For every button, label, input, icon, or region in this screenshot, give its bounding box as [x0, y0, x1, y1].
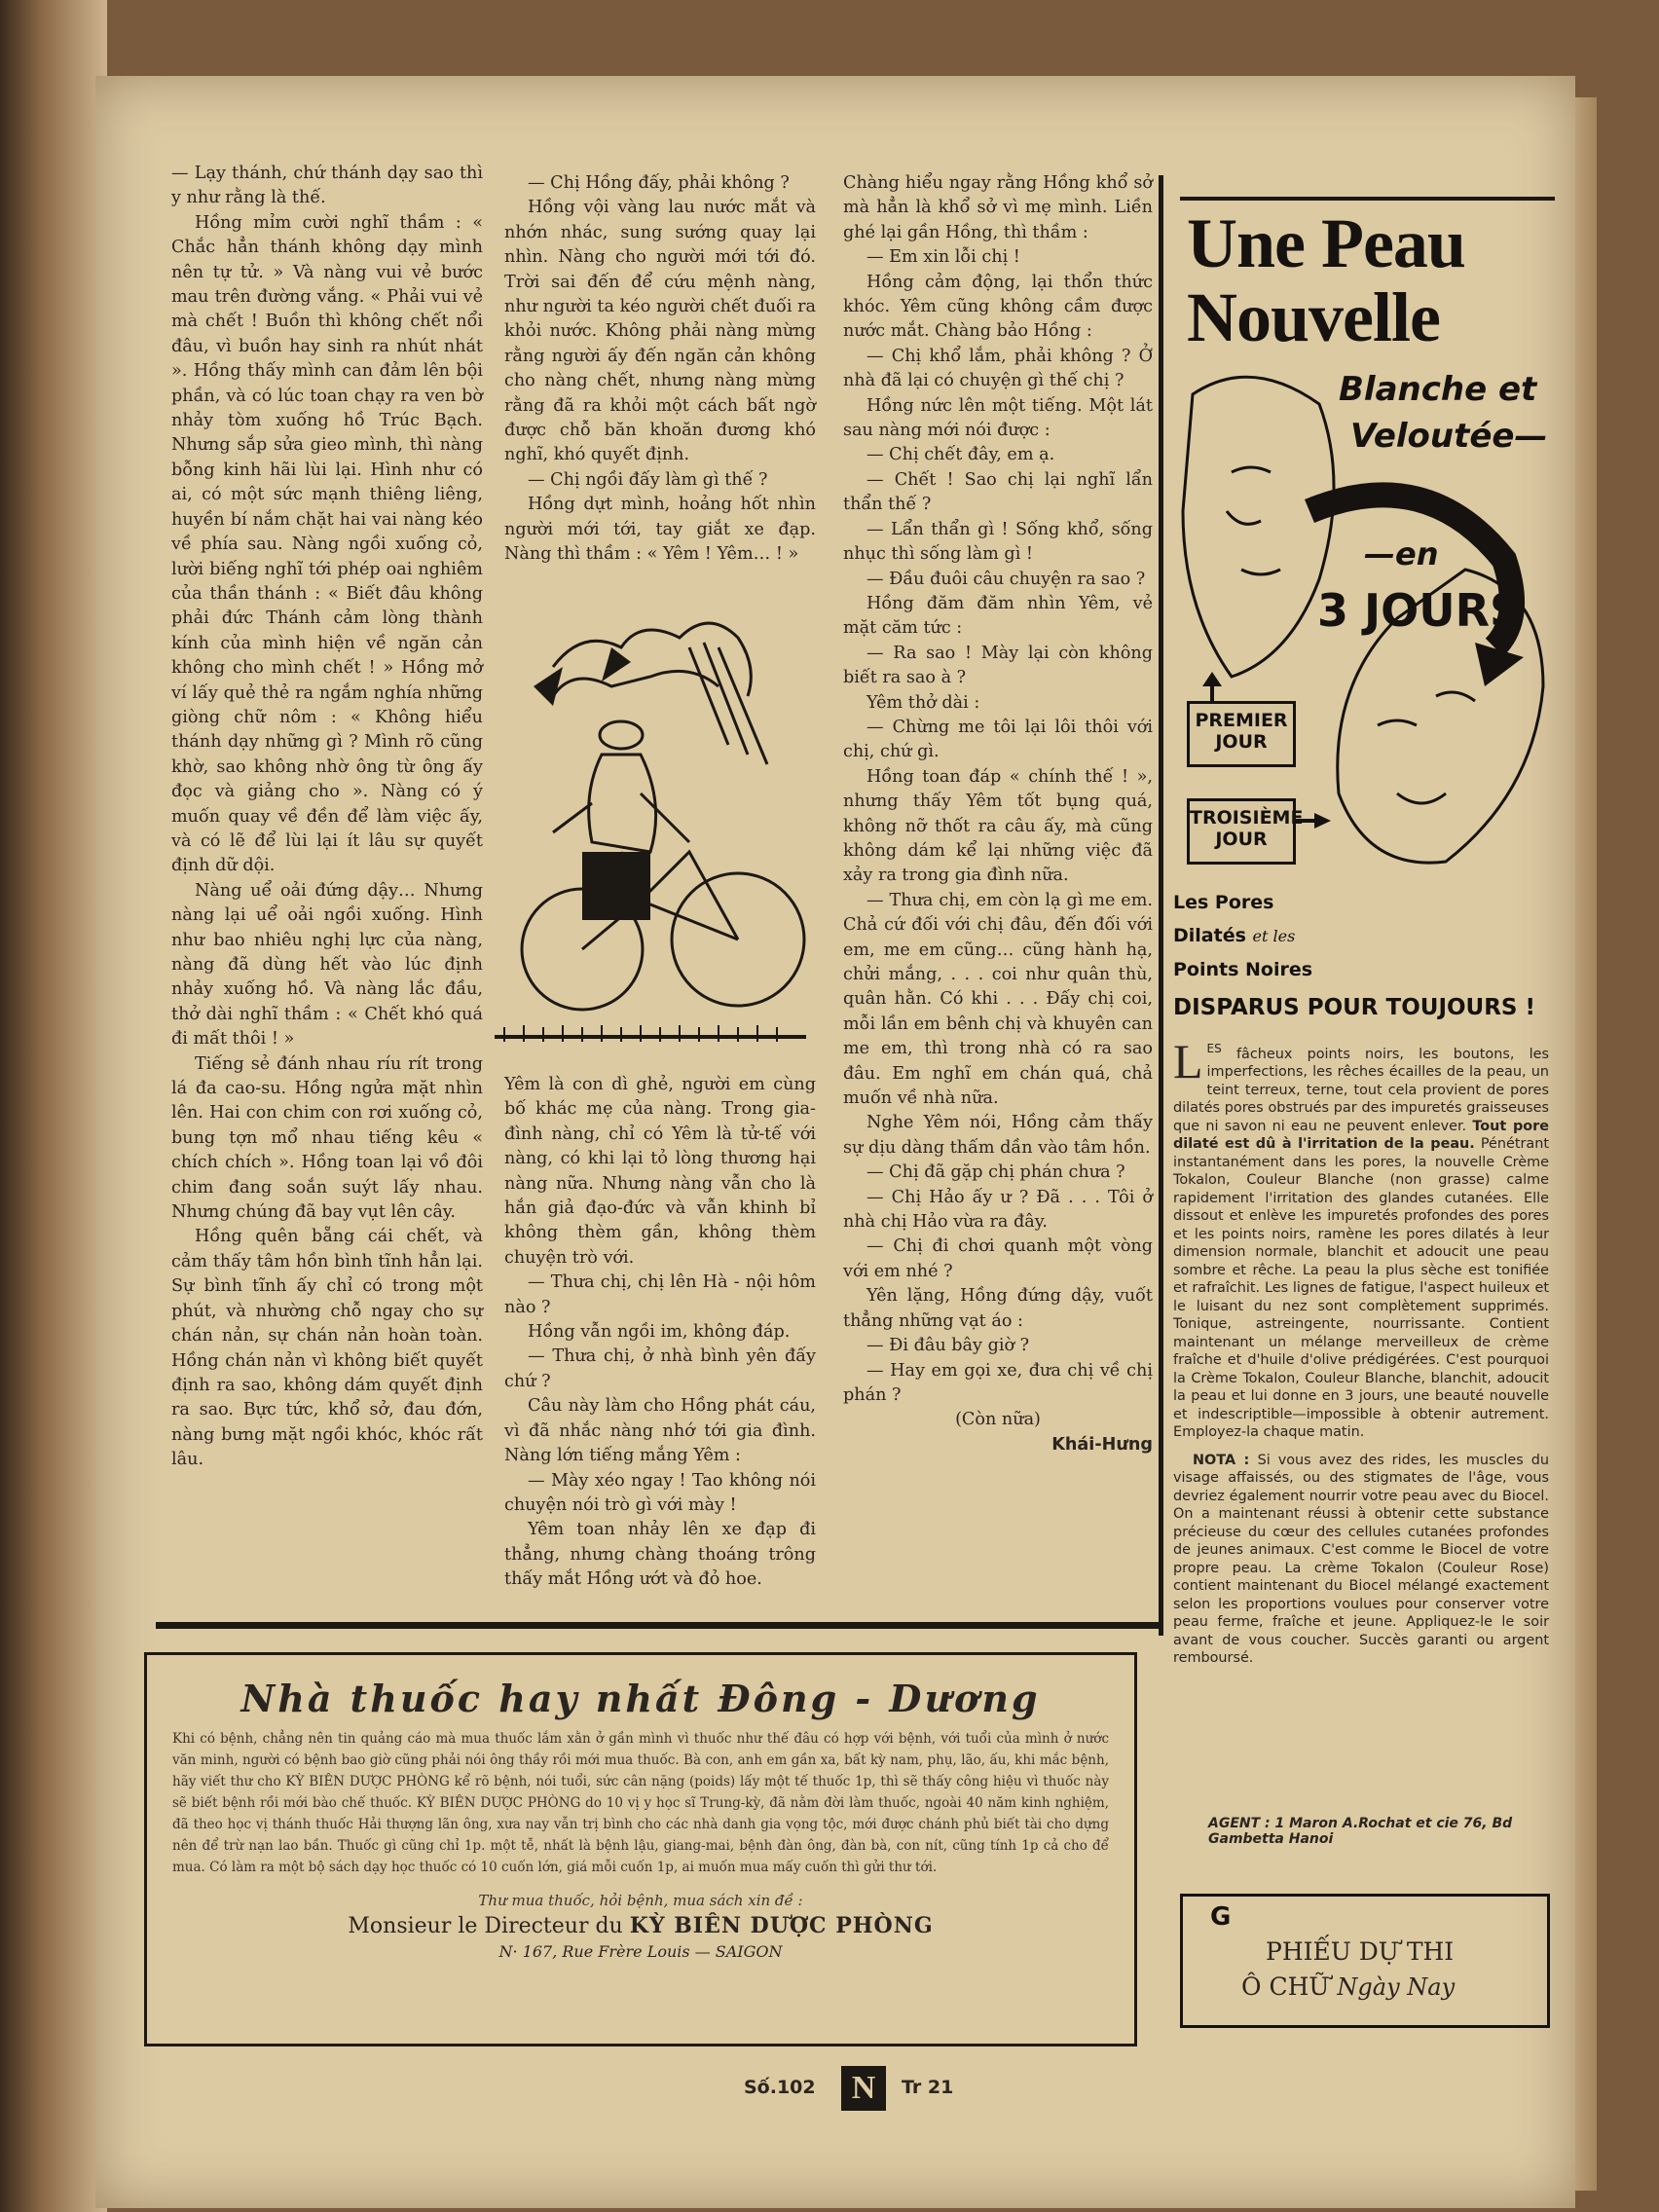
- paragraph: Nàng uể oải đứng dậy… Nhưng nàng lại uể oải ngồi xuống. Hình như bao nhiêu nghị lực của nàng, nàng đã dùng hết vào lúc định nhảy xuống hồ. Và nàng lắc đầu, thở dài nghĩ thầm : « Chết khó quá đi mất thôi ! »: [171, 880, 483, 1050]
- article-bottom-rule: [156, 1622, 1163, 1629]
- pores-label: [1173, 886, 1312, 986]
- box-line: JOUR: [1215, 829, 1268, 850]
- article-column-1: [171, 162, 483, 1473]
- to-be-continued: (Còn nữa): [955, 1410, 1041, 1430]
- premier-jour-box: [1187, 701, 1296, 767]
- nota-text: Si vous avez des rides, les muscles du visage affaissés, ou des stigmates de l'âge, vous devriez également nourrir votre peau avec du Biocel. On a maintenant réussi à obtenir cette substance précieuse du cœur des cellules cutanées profondes de jeunes animaux. C'est comme le Biocel de votre propre peau. La crème Tokalon (Couleur Rose) contient maintenant du Biocel mélangé exactement selon les proportions voulues pour conserver votre peau ferme, fraîche et jeune. Appliquez-le le soir avant de vous coucher. Succès garanti ou argent remboursé.: [1173, 1452, 1549, 1667]
- tokalon-ad: [1173, 195, 1555, 1847]
- paragraph: — Hay em gọi xe, đưa chị về chị phán ?: [843, 1360, 1153, 1405]
- paragraph: — Chừng me tôi lại lôi thôi với chị, chứ gì.: [843, 717, 1153, 762]
- paragraph: — Lẩn thẩn gì ! Sống khổ, sống nhục thì sống làm gì !: [843, 519, 1153, 565]
- ngay-nay-logo: N: [841, 2066, 886, 2111]
- headline-line-1: Une Peau: [1187, 204, 1465, 282]
- coupon-line-1: PHIẾU DỰ THI: [1266, 1937, 1455, 1966]
- ad-agent: AGENT : 1 Maron A.Rochat et cie 76, Bd Gambetta Hanoi: [1208, 1816, 1513, 1847]
- paragraph: Yêm thở dài :: [866, 692, 980, 713]
- paragraph: Hồng đăm đăm nhìn Yêm, vẻ mặt căm tức :: [843, 593, 1153, 639]
- column-rule: [1159, 175, 1163, 1636]
- paragraph: Yên lặng, Hồng đứng dậy, vuốt thẳng những vạt áo :: [843, 1286, 1153, 1331]
- article-column-3: [843, 171, 1153, 1457]
- pharmacy-contact-label: Thư mua thuốc, hỏi bệnh, mua sách xin đề :: [478, 1892, 803, 1909]
- box-line: PREMIER: [1195, 710, 1288, 731]
- binding-shadow: [0, 0, 107, 2212]
- paragraph: Tiếng sẻ đánh nhau ríu rít trong lá đa cao-su. Hồng ngửa mặt nhìn lên. Hai con chim con rơi xuống cỏ, bung tợn mổ nhau tiếng kêu « chích chích ». Hồng toan lại vồ đôi chim đang soắn suýt lấy nhau. Nhưng chúng đã bay vụt lên cây.: [171, 1053, 483, 1223]
- nota-paragraph: [1173, 1452, 1549, 1668]
- pharmacy-ad: [144, 1652, 1137, 2046]
- ad-en: —en: [1364, 535, 1439, 572]
- page-number: Tr 21: [902, 2077, 954, 2098]
- troisieme-jour-box: [1187, 798, 1304, 865]
- paragraph: — Mày xéo ngay ! Tao không nói chuyện nói trò gì với mày !: [504, 1470, 816, 1515]
- drop-cap-es: ES: [1206, 1042, 1222, 1055]
- paragraph: — Đi đâu bây giờ ?: [866, 1336, 1030, 1356]
- ad-text-1: fâcheux points noirs, les boutons, les imperfections, les rêches écailles de la peau, un teint terreux, terne, tout cela provient de pores dilatés pores obstrués par des impuretés graisseuses que ni savon ni eau ne peuvent enlever.: [1173, 1046, 1550, 1134]
- paragraph: Nghe Yêm nói, Hồng cảm thấy sự dịu dàng thấm dần vào tâm hồn.: [843, 1113, 1153, 1158]
- paragraph: — Thưa chị, chị lên Hà - nội hôm nào ?: [504, 1272, 816, 1317]
- box-line: TROISIÈME: [1190, 807, 1304, 829]
- tokalon-top-rule: [1180, 197, 1555, 201]
- paragraph: Hồng vẫn ngồi im, không đáp.: [528, 1322, 791, 1343]
- paragraph: — Lạy thánh, chứ thánh dạy sao thì y như rằng là thế.: [171, 164, 483, 208]
- tokalon-ad-text: [1173, 1034, 1550, 1668]
- paragraph: Yêm là con dì ghẻ, người em cùng bố khác mẹ của nàng. Trong gia-đình nàng, chỉ có Yêm là tử-tế với nàng, có khi lại tỏ lòng thương hại nàng nữa. Nhưng nàng vẫn cho là hắn giả đạo-đức và vẫn khinh bỉ không thèm gần, không thèm chuyện trò với.: [504, 1075, 816, 1268]
- ad-subhead-1: Blanche et: [1339, 370, 1537, 409]
- author-signature: Khái-Hưng: [1051, 1434, 1153, 1455]
- ad-headline: [1187, 206, 1465, 354]
- pharmacy-address: N· 167, Rue Frère Louis — SAIGON: [498, 1942, 783, 1961]
- recipient-prefix: Monsieur le Directeur du: [348, 1914, 623, 1938]
- issue-number: Số.102: [744, 2077, 816, 2098]
- paragraph: — Chị ngồi đấy làm gì thế ?: [528, 469, 768, 490]
- pharmacy-ad-body: Khi có bệnh, chẳng nên tin quảng cáo mà mua thuốc lắm xằn ở gần mình vì thuốc như thế đâu có hợp với bệnh, với tuổi của mình ở nước văn minh, người có bệnh bao giờ cũng phải nói ông thầy rồi mới mua thuốc. Bà con, anh em gần xa, bất kỳ nam, phụ, lão, ấu, khi mắc bệnh, hãy viết thư cho KỲ BIÊN DƯỢC PHÒNG kể rõ bệnh, nói tuổi, sức cân nặng (poids) lấy một tế thuốc 1p, thì sẽ thấy công hiệu vì thuốc này sẽ biết bệnh rồi mới bào chế thuốc. KỲ BIÊN DƯỢC PHÒNG do 10 vị y học sĩ Trung-kỳ, đã nằm đời làm thuốc, ngoài 40 năm kinh nghiệm, đã theo học vị thánh thuốc Hải thượng lãn ông, xưa nay vẫn trị bình cho các nhà danh gia vọng tộc, mới được chánh phủ biết tài cho dựng nên để trừ nạn lao bần. Thuốc gì cũng chỉ 1p. một tễ, nhất là bệnh lậu, giang-mai, bệnh đàn ông, đàn bà, con nít, cũng tính 1p cả cho để mua. Có làm ra một bộ sách dạy học thuốc có 10 cuốn lớn, giá mỗi cuốn 1p, ai muốn mua mấy cuốn thì gửi thư tới.: [172, 1731, 1109, 1875]
- pores-line: [1173, 919, 1312, 953]
- coupon-ngay-nay: Ngày Nay: [1337, 1973, 1456, 2001]
- cyclist-illustration: [495, 608, 808, 1056]
- pharmacy-ad-title: Nhà thuốc hay nhất Đông - Dương: [240, 1677, 1041, 1720]
- ad-text-2: Pénétrant instantanément dans les pores, la nouvelle Crème Tokalon, Couleur Blanche (non grasse) calme rapidement l'irritation des glandes cutanées. Elle dissout et enlève les impuretés profondes des pores et les points noirs, ramène les pores dilatés à leur dimension normale, blanchit et adoucit une peau sombre et rêche. La peau la plus sèche est tonifiée et rafraîchit. Les lignes de fatigue, l'aspect huileux et le luisant du nez sont complètement supprimés. Tonique, astreingente, nourrissante. Contient maintenant un mélange merveilleux de crème fraîche et d'huile d'olive prédigérées. C'est pourquoi la Crème Tokalon, Couleur Blanche, blanchit, adoucit la peau et lui donne en 3 jours, une beauté nouvelle et indescriptible—impossible à obtenir autrement. Employez-la chaque matin.: [1173, 1136, 1549, 1441]
- drop-cap: L: [1173, 1034, 1203, 1088]
- paragraph: Hồng dựt mình, hoảng hốt nhìn người mới tới, tay giắt xe đạp. Nàng thì thầm : « Yêm ! Yêm… ! »: [504, 495, 816, 565]
- paragraph: — Chết ! Sao chị lại nghĩ lẩn thẩn thế ?: [843, 469, 1153, 515]
- paragraph: Hồng nức lên một tiếng. Một lát sau nàng mới nói được :: [843, 395, 1153, 441]
- pores-line: Les Pores: [1173, 892, 1274, 913]
- coupon-letter: G: [1210, 1902, 1232, 1932]
- paragraph: Hồng mỉm cười nghĩ thầm : « Chắc hẳn thánh không dạy mình nên tự tử. » Và nàng vui vẻ bước mau trên đường vắng. « Phải vui vẻ mà chết ! Buồn thì không chết nổi đâu, vì buồn hay sinh ra nhút nhát ». Hồng thấy mình can đảm lên bội phần, và có lúc toan chạy ra ven bờ nhảy tòm xuống hồ Trúc Bạch. Nhưng sắp sửa gieo mình, thì nàng bỗng kinh hãi lùi lại. Hình như có ai, có một sức mạnh thiêng liêng, huyền bí nắm chặt hai vai nàng kéo về phía sau. Nàng ngồi xuống cỏ, lười biếng nghĩ tới phép oai nghiêm của thần thánh : « Biết đâu không phải đức Thánh cảm lòng thành kính của mình hiện về ngăn cản không cho mình chết ! » Hồng mở ví lấy quẻ thẻ ra ngắm nghía những giòng chữ nôm : « Không hiểu thánh dạy những gì ? Mình rõ cũng khờ, sao không nhờ ông từ ông ấy đọc và giảng cho ». Nàng có ý muốn quay về đền để làm việc ấy, và có lẽ để lùi lại ít lâu sự quyết định dữ dội.: [171, 212, 483, 876]
- paragraph: — Ra sao ! Mày lại còn không biết ra sao à ?: [843, 643, 1153, 688]
- nota-label: NOTA :: [1193, 1452, 1250, 1468]
- contest-coupon: [1180, 1894, 1550, 2028]
- recipient-name: KỲ BIÊN DƯỢC PHÒNG: [629, 1913, 934, 1938]
- pores-dilates: Dilatés: [1173, 925, 1246, 946]
- article-column-2-bottom: [504, 1073, 816, 1593]
- paragraph: — Chị chết đây, em ạ.: [866, 445, 1055, 465]
- paragraph: Yêm toan nhảy lên xe đạp đi thẳng, nhưng chàng thoáng trông thấy mắt Hồng ướt và đỏ hoe.: [504, 1520, 816, 1590]
- disparus-heading: DISPARUS POUR TOUJOURS !: [1173, 995, 1535, 1020]
- pores-line: Points Noires: [1173, 959, 1313, 980]
- paragraph: Câu này làm cho Hồng phát cáu, vì đã nhắc nàng nhớ tới gia đình. Nàng lớn tiếng mắng Yêm :: [504, 1396, 816, 1466]
- paragraph: — Thưa chị, ở nhà bình yên đấy chứ ?: [504, 1346, 816, 1391]
- paragraph: — Em xin lỗi chị !: [866, 247, 1020, 268]
- article-column-2-top: [504, 171, 816, 568]
- paragraph: — Đầu đuôi câu chuyện ra sao ?: [866, 569, 1146, 589]
- pores-et-les: et les: [1252, 927, 1296, 945]
- paragraph: — Chị Hồng đấy, phải không ?: [528, 173, 790, 193]
- paragraph: — Chị khổ lắm, phải không ? Ở nhà đã lại có chuyện gì thế chị ?: [843, 346, 1153, 391]
- paragraph: — Chị Hảo ấy ư ? Đã . . . Tôi ở nhà chị Hảo vừa ra đây.: [843, 1187, 1153, 1233]
- coupon-o-chu: Ô CHỮ: [1241, 1972, 1330, 2001]
- headline-line-2: Nouvelle: [1187, 278, 1440, 356]
- paragraph: — Chị đã gặp chị phán chưa ?: [866, 1162, 1125, 1183]
- paragraph: — Thưa chị, em còn lạ gì me em. Chả cứ đối với chị đâu, đến đối với em, me em cũng… cũng hành hạ, chửi mắng, . . . coi như quân thù, quân hằn. Có khi . . . Đấy chị coi, mỗi lần em bênh chị và khuyên can me em, thì trong nhà có ra sao đâu. Em nghĩ em chán quá, chả muốn về nhà nữa.: [843, 890, 1153, 1109]
- box-line: JOUR: [1215, 731, 1268, 753]
- paragraph: Hồng toan đáp « chính thế ! », nhưng thấy Yêm tốt bụng quá, không nỡ thốt ra câu ấy, mà cũng không dám kể lại những việc đã xảy ra trong gia đình nữa.: [843, 766, 1153, 886]
- paragraph: Chàng hiểu ngay rằng Hồng khổ sở mà hẳn là khổ sở vì mẹ mình. Liền ghé lại gần Hồng, thì thầm :: [843, 173, 1153, 242]
- ad-subhead-2: Veloutée—: [1350, 417, 1548, 456]
- ad-days: 3 JOURS: [1317, 584, 1523, 637]
- paragraph: Hồng cảm động, lại thổn thức khóc. Yêm cũng không cầm được nước mắt. Chàng bảo Hồng :: [843, 272, 1153, 342]
- paragraph: — Chị đi chơi quanh một vòng với em nhé ?: [843, 1236, 1153, 1281]
- paragraph: Hồng vội vàng lau nước mắt và nhớn nhác, sung sướng quay lại nhìn. Nàng cho người mới tới đó. Trời sai đến để cứu mệnh nàng, như người ta kéo người chết đuối ra khỏi nước. Không phải nàng mừng rằng người ấy đến ngăn cản không cho nàng chết, nhưng nàng mừng rằng đã ra khỏi một cách bất ngờ được chỗ băn khoăn đương khó nghĩ, khó quyết định.: [504, 198, 816, 465]
- paragraph: Hồng quên bẵng cái chết, và cảm thấy tâm hồn bình tĩnh hẳn lại. Sự bình tĩnh ấy chỉ có trong một phút, và nhường chỗ ngay cho sự chán nản, sự chán nản hoàn toàn. Hồng chán nản vì không biết quyết định ra sao, không dám quyết định ra sao. Bực tức, khổ sở, đau đớn, nàng bưng mặt ngồi khóc, khóc rất lâu.: [171, 1227, 483, 1470]
- pharmacy-recipient: [172, 1913, 1109, 1938]
- ad-text-bold: Tout pore dilaté est dû à l'irritation de la peau.: [1173, 1118, 1549, 1153]
- coupon-line-2: [1241, 1972, 1455, 2001]
